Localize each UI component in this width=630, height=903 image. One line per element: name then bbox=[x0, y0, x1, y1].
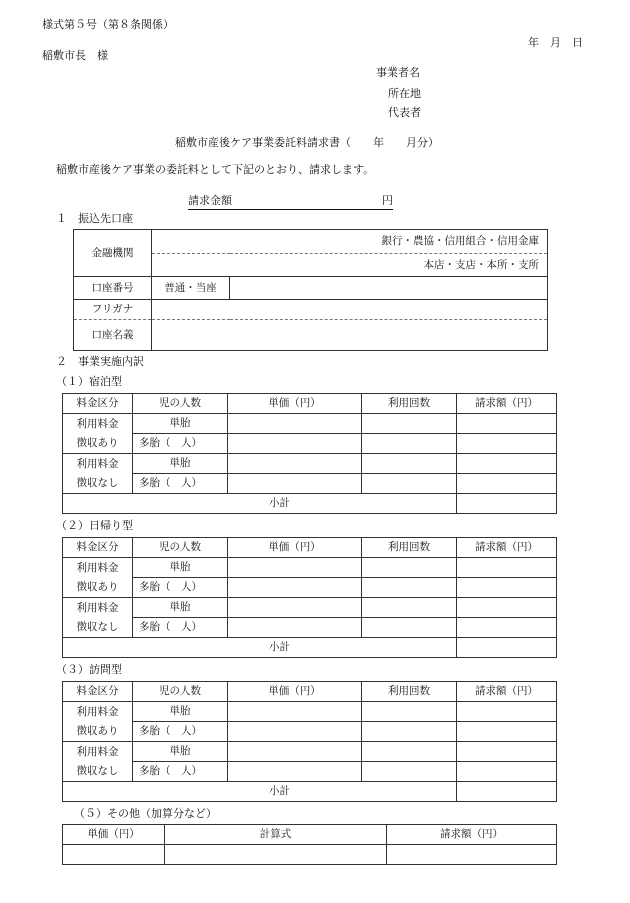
claim-amount-line bbox=[188, 195, 393, 210]
account-number-label: 口座番号 bbox=[74, 277, 152, 300]
usage-count-cell[interactable] bbox=[362, 474, 457, 494]
col-claim-amount: 請求額（円） bbox=[457, 538, 557, 558]
branch-types: 本店・支店・本所・支所 bbox=[152, 254, 548, 277]
account-number-value[interactable] bbox=[230, 277, 548, 300]
col-unit-price: 単価（円） bbox=[228, 682, 362, 702]
multiple-birth: 多胎（ 人） bbox=[133, 434, 228, 454]
fee-with-label-2: 徴収あり bbox=[63, 578, 133, 598]
usage-count-cell[interactable] bbox=[362, 702, 457, 722]
overnight-heading: （１）宿泊型 bbox=[56, 375, 122, 388]
unit-price-cell[interactable] bbox=[228, 558, 362, 578]
bank-label: 金融機関 bbox=[74, 230, 152, 277]
claim-amount-unit: 円 bbox=[382, 194, 393, 207]
daytrip-heading: （２）日帰り型 bbox=[56, 519, 133, 532]
claim-amount-cell[interactable] bbox=[457, 618, 557, 638]
single-birth: 単胎 bbox=[133, 414, 228, 434]
applicant-representative: 代表者 bbox=[388, 106, 421, 119]
unit-price-cell[interactable] bbox=[228, 742, 362, 762]
unit-price-cell[interactable] bbox=[228, 578, 362, 598]
col-fee-category: 料金区分 bbox=[63, 682, 133, 702]
other-col-claim-amount: 請求額（円） bbox=[387, 825, 557, 845]
account-name-label: 口座名義 bbox=[74, 320, 152, 351]
claim-amount-cell[interactable] bbox=[457, 558, 557, 578]
usage-count-cell[interactable] bbox=[362, 618, 457, 638]
claim-amount-cell[interactable] bbox=[457, 414, 557, 434]
addressee: 稲敷市長 様 bbox=[42, 49, 108, 62]
section2-heading: ２ 事業実施内訳 bbox=[56, 355, 144, 368]
fee-with-label-1: 利用料金 bbox=[63, 702, 133, 722]
fee-with-label-2: 徴収あり bbox=[63, 434, 133, 454]
unit-price-cell[interactable] bbox=[228, 434, 362, 454]
visit-heading: （３）訪問型 bbox=[56, 663, 122, 676]
multiple-birth: 多胎（ 人） bbox=[133, 578, 228, 598]
unit-price-cell[interactable] bbox=[228, 414, 362, 434]
fee-without-label-2: 徴収なし bbox=[63, 762, 133, 782]
single-birth: 単胎 bbox=[133, 598, 228, 618]
claim-amount-cell[interactable] bbox=[457, 578, 557, 598]
other-unit-price-cell[interactable] bbox=[63, 845, 165, 865]
daytrip-table bbox=[62, 537, 557, 658]
claim-amount-cell[interactable] bbox=[457, 762, 557, 782]
unit-price-cell[interactable] bbox=[228, 702, 362, 722]
form-number: 様式第５号（第８条関係） bbox=[42, 18, 174, 31]
claim-amount-label: 請求金額 bbox=[188, 194, 232, 207]
claim-amount-cell[interactable] bbox=[457, 722, 557, 742]
col-child-count: 児の人数 bbox=[133, 538, 228, 558]
fee-with-label-1: 利用料金 bbox=[63, 558, 133, 578]
unit-price-cell[interactable] bbox=[228, 762, 362, 782]
col-claim-amount: 請求額（円） bbox=[457, 394, 557, 414]
other-table bbox=[62, 824, 557, 865]
section1-heading: １ 振込先口座 bbox=[56, 212, 133, 225]
subtotal-label: 小計 bbox=[63, 782, 457, 802]
col-child-count: 児の人数 bbox=[133, 394, 228, 414]
other-col-unit-price: 単価（円） bbox=[63, 825, 165, 845]
col-unit-price: 単価（円） bbox=[228, 394, 362, 414]
usage-count-cell[interactable] bbox=[362, 762, 457, 782]
multiple-birth: 多胎（ 人） bbox=[133, 474, 228, 494]
visit-table bbox=[62, 681, 557, 802]
subtotal-label: 小計 bbox=[63, 638, 457, 658]
usage-count-cell[interactable] bbox=[362, 434, 457, 454]
fee-with-label-2: 徴収あり bbox=[63, 722, 133, 742]
other-claim-amount-cell[interactable] bbox=[387, 845, 557, 865]
unit-price-cell[interactable] bbox=[228, 474, 362, 494]
claim-amount-cell[interactable] bbox=[457, 434, 557, 454]
single-birth: 単胎 bbox=[133, 702, 228, 722]
fee-without-label-2: 徴収なし bbox=[63, 474, 133, 494]
furigana-label: フリガナ bbox=[74, 300, 152, 320]
other-heading: （５）その他（加算分など） bbox=[74, 807, 217, 820]
overnight-table bbox=[62, 393, 557, 514]
single-birth: 単胎 bbox=[133, 558, 228, 578]
single-birth: 単胎 bbox=[133, 742, 228, 762]
usage-count-cell[interactable] bbox=[362, 742, 457, 762]
col-fee-category: 料金区分 bbox=[63, 394, 133, 414]
claim-amount-cell[interactable] bbox=[457, 702, 557, 722]
applicant-business-name: 事業者名 bbox=[376, 66, 420, 79]
col-usage-count: 利用回数 bbox=[362, 394, 457, 414]
claim-amount-cell[interactable] bbox=[457, 598, 557, 618]
fee-without-label-1: 利用料金 bbox=[63, 454, 133, 474]
claim-amount-cell[interactable] bbox=[457, 474, 557, 494]
usage-count-cell[interactable] bbox=[362, 414, 457, 434]
single-birth: 単胎 bbox=[133, 454, 228, 474]
subtotal-value[interactable] bbox=[457, 782, 557, 802]
other-col-formula: 計算式 bbox=[165, 825, 387, 845]
furigana-value[interactable] bbox=[152, 300, 548, 320]
applicant-address: 所在地 bbox=[388, 87, 421, 100]
multiple-birth: 多胎（ 人） bbox=[133, 618, 228, 638]
unit-price-cell[interactable] bbox=[228, 722, 362, 742]
subtotal-value[interactable] bbox=[457, 494, 557, 514]
multiple-birth: 多胎（ 人） bbox=[133, 762, 228, 782]
unit-price-cell[interactable] bbox=[228, 454, 362, 474]
col-claim-amount: 請求額（円） bbox=[457, 682, 557, 702]
unit-price-cell[interactable] bbox=[228, 618, 362, 638]
account-name-value[interactable] bbox=[152, 320, 548, 351]
claim-amount-cell[interactable] bbox=[457, 742, 557, 762]
account-type: 普通・当座 bbox=[152, 277, 230, 300]
col-unit-price: 単価（円） bbox=[228, 538, 362, 558]
fee-without-label-1: 利用料金 bbox=[63, 598, 133, 618]
date-line: 年 月 日 bbox=[528, 36, 583, 49]
bank-types: 銀行・農協・信用組合・信用金庫 bbox=[152, 230, 548, 254]
multiple-birth: 多胎（ 人） bbox=[133, 722, 228, 742]
col-child-count: 児の人数 bbox=[133, 682, 228, 702]
subtotal-label: 小計 bbox=[63, 494, 457, 514]
col-fee-category: 料金区分 bbox=[63, 538, 133, 558]
fee-without-label-1: 利用料金 bbox=[63, 742, 133, 762]
usage-count-cell[interactable] bbox=[362, 578, 457, 598]
unit-price-cell[interactable] bbox=[228, 598, 362, 618]
subtotal-value[interactable] bbox=[457, 638, 557, 658]
col-usage-count: 利用回数 bbox=[362, 682, 457, 702]
usage-count-cell[interactable] bbox=[362, 722, 457, 742]
usage-count-cell[interactable] bbox=[362, 558, 457, 578]
other-formula-cell[interactable] bbox=[165, 845, 387, 865]
usage-count-cell[interactable] bbox=[362, 598, 457, 618]
claim-amount-cell[interactable] bbox=[457, 454, 557, 474]
usage-count-cell[interactable] bbox=[362, 454, 457, 474]
fee-with-label-1: 利用料金 bbox=[63, 414, 133, 434]
col-usage-count: 利用回数 bbox=[362, 538, 457, 558]
bank-account-table bbox=[73, 229, 548, 351]
intro-text: 稲敷市産後ケア事業の委託料として下記のとおり、請求します。 bbox=[56, 163, 375, 176]
fee-without-label-2: 徴収なし bbox=[63, 618, 133, 638]
document-title: 稲敷市産後ケア事業委託料請求書（ 年 月分） bbox=[175, 136, 439, 149]
